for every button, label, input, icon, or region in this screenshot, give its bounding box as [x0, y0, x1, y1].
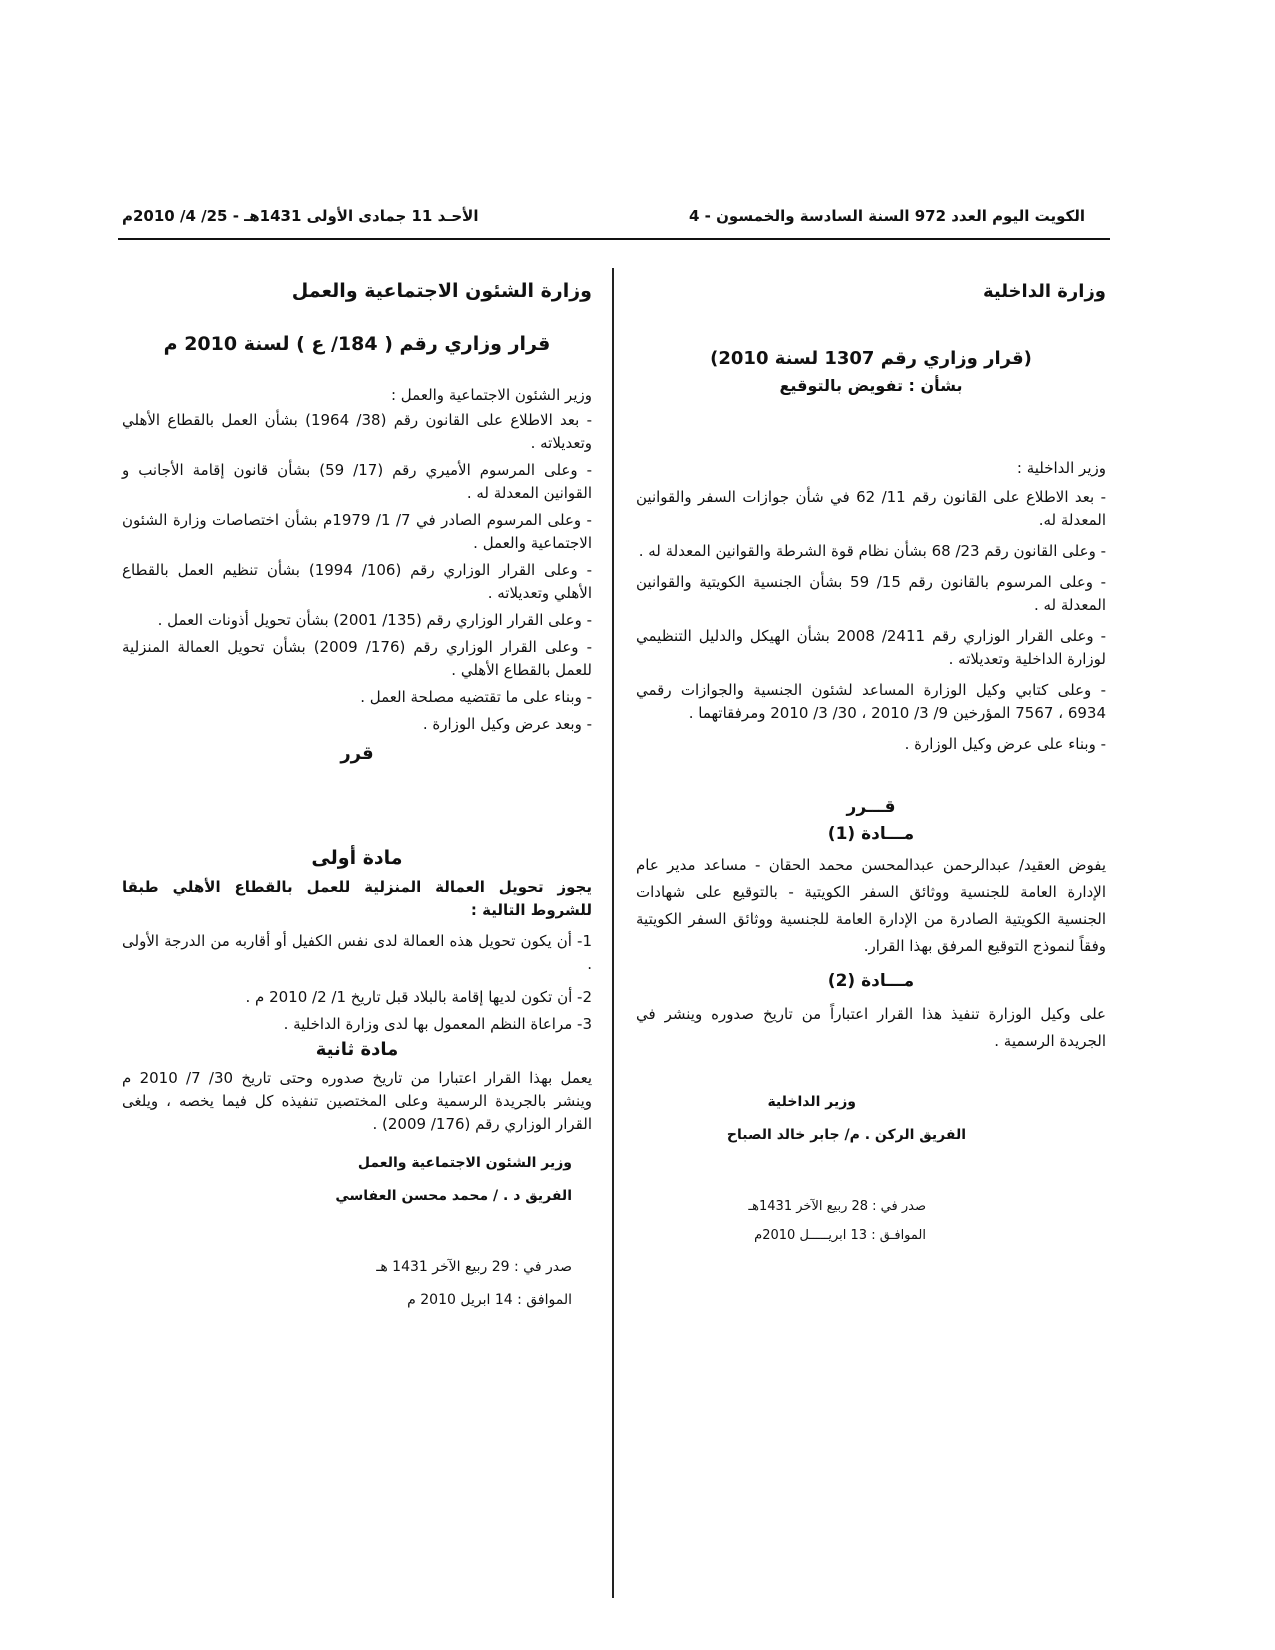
preamble-item: - وعلى المرسوم بالقانون رقم 15/ 59 بشأن الجنسية الكويتية والقوانين المعدلة له . — [636, 573, 1107, 614]
preamble-item: - وعلى القرار الوزاري رقم (176/ 2009) بشأن تحويل العمالة المنزلية للعمل بالقطاع الأهلي . — [122, 638, 593, 679]
condition-item: 3- مراعاة النظم المعمول بها لدى وزارة الداخلية . — [283, 1015, 592, 1033]
preamble-item: - وبناء على ما تقتضيه مصلحة العمل . — [360, 688, 592, 706]
preamble-item: - وعلى المرسوم الصادر في 7/ 1/ 1979م بشأن اختصاصات وزارة الشئون الاجتماعية والعمل . — [122, 511, 592, 552]
article-1-text: يفوض العقيد/ عبدالرحمن عبدالمحسن محمد الحقان - مساعد مدير عام الإدارة العامة للجنسية ووثائق السفر الكويتية - بالتوقيع على شهادات الجنسية الكويتية الصادرة من الإدارة العامة للجنسية ووثائق السفر الكويتية وفقاً لنموذج التوقيع المرفق بهذا القرار. — [636, 856, 1106, 955]
preamble-item: - وبعد عرض وكيل الوزارة . — [422, 715, 592, 733]
header-issue-info: الكويت اليوم العدد 972 السنة السادسة والخمسون - 4 — [689, 207, 1085, 225]
preamble-item: - بعد الاطلاع على القانون رقم (38/ 1964) بشأن العمل بالقطاع الأهلي وتعديلاته . — [122, 411, 593, 452]
decided-heading: قرر — [340, 743, 374, 764]
decision-subject: بشأن : تفويض بالتوقيع — [779, 376, 963, 395]
signature-title: وزير الداخلية — [767, 1094, 856, 1110]
social-affairs-decision-column — [122, 280, 592, 1312]
preamble-item: - وعلى كتابي وكيل الوزارة المساعد لشئون الجنسية والجوازات رقمي 6934 ، 7567 المؤرخين 9/ 3/ 2010 ، 30/ 3/ 2010 ومرفقاتهما . — [636, 681, 1106, 722]
preamble-item: - وعلى المرسوم الأميري رقم (17/ 59) بشأن قانون إقامة الأجانب و القوانين المعدلة له . — [122, 461, 592, 502]
signature-name: الفريق الركن . م/ جابر خالد الصباح — [726, 1127, 966, 1143]
preamble-item: - وعلى القانون رقم 23/ 68 بشأن نظام قوة الشرطة والقوانين المعدلة له . — [638, 542, 1106, 560]
column-divider — [612, 268, 614, 1598]
decision-title: قرار وزاري رقم ( 184/ ع ) لسنة 2010 م — [163, 333, 551, 355]
issued-date: صدر في : 28 ربيع الآخر 1431هـ — [748, 1199, 926, 1214]
signature-name: الفريق د . / محمد محسن العفاسي — [335, 1188, 572, 1204]
article-1-title: مـــادة (1) — [827, 824, 915, 844]
ministry-name: وزارة الشئون الاجتماعية والعمل — [291, 280, 592, 302]
condition-item: 2- أن تكون لديها إقامة بالبلاد قبل تاريخ 1/ 2/ 2010 م . — [245, 988, 592, 1006]
decision-title: (قرار وزاري رقم 1307 لسنة 2010) — [710, 348, 1032, 369]
addressee: وزير الشئون الاجتماعية والعمل : — [390, 386, 592, 404]
preamble-item: - وعلى القرار الوزاري رقم (135/ 2001) بشأن تحويل أذونات العمل . — [157, 611, 592, 629]
preamble-item: - بعد الاطلاع على القانون رقم 11/ 62 في شأن جوازات السفر والقوانين المعدلة له. — [636, 488, 1106, 529]
article-2-title: مادة ثانية — [315, 1039, 399, 1060]
condition-item: 1- أن يكون تحويل هذه العمالة لدى نفس الكفيل أو أقاربه من الدرجة الأولى . — [122, 932, 592, 973]
preamble-item: - وبناء على عرض وكيل الوزارة . — [904, 735, 1106, 753]
ministry-name: وزارة الداخلية — [982, 281, 1106, 302]
corresponding-date: الموافق : 14 ابريل 2010 م — [407, 1292, 572, 1308]
addressee: وزير الداخلية : — [1016, 459, 1106, 477]
article-1-intro: يجوز تحويل العمالة المنزلية للعمل بالقطاع الأهلي طبقا للشروط التالية : — [122, 878, 592, 919]
preamble-item: - وعلى القرار الوزاري رقم 2411/ 2008 بشأن الهيكل والدليل التنظيمي لوزارة الداخلية وتعديلاته . — [636, 627, 1106, 668]
interior-decision-column — [636, 280, 1106, 1247]
article-2-text: على وكيل الوزارة تنفيذ هذا القرار اعتباراً من تاريخ صدوره وينشر في الجريدة الرسمية . — [636, 1005, 1106, 1050]
header-date: الأحـد 11 جمادى الأولى 1431هـ - 25/ 4/ 2010م — [122, 207, 479, 225]
signature-title: وزير الشئون الاجتماعية والعمل — [357, 1155, 572, 1171]
article-2-title: مـــادة (2) — [827, 971, 915, 991]
article-2-text: يعمل بهذا القرار اعتبارا من تاريخ صدوره وحتى تاريخ 30/ 7/ 2010 م وينشر بالجريدة الرسمية وعلى المختصين تنفيذه كل فيما يخصه ، ويلغى القرار الوزاري رقم (176/ 2009) . — [122, 1069, 592, 1133]
article-1-title: مادة أولى — [311, 847, 403, 869]
decided-heading: قـــرر — [846, 797, 896, 817]
header-divider — [118, 238, 1110, 240]
issued-date: صدر في : 29 ربيع الآخر 1431 هـ — [376, 1259, 572, 1275]
preamble-item: - وعلى القرار الوزاري رقم (106/ 1994) بشأن تنظيم العمل بالقطاع الأهلي وتعديلاته . — [122, 561, 592, 602]
corresponding-date: الموافـق : 13 ابريـــــل 2010م — [754, 1228, 926, 1243]
